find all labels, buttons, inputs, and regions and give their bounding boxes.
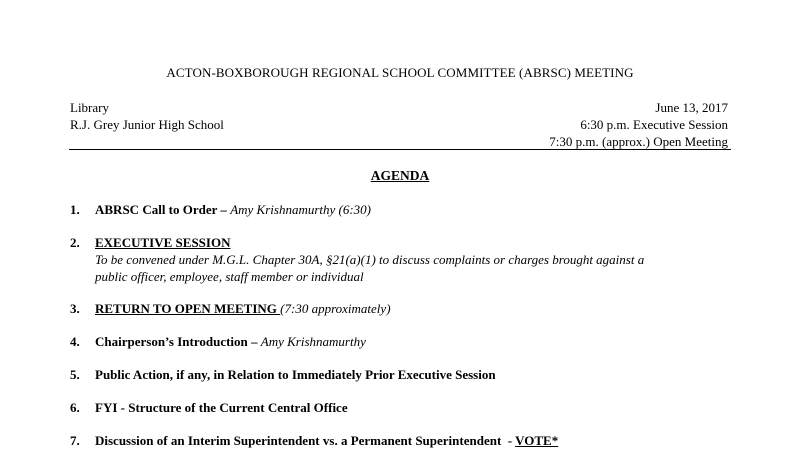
item-number: 4. <box>70 334 80 349</box>
item-detail-line1: To be convened under M.G.L. Chapter 30A, §21(a)(1) to discuss complaints or charges brought against a <box>95 252 645 267</box>
agenda-heading: AGENDA <box>370 168 430 183</box>
item-number: 3. <box>70 301 80 316</box>
item-title: ABRSC Call to Order – <box>95 202 231 217</box>
item-body <box>95 201 735 218</box>
item-note: Amy Krishnamurthy (6:30) <box>230 202 372 217</box>
item-title: Discussion of an Interim Superintendent vs. a Permanent Superintendent - <box>95 433 516 448</box>
item-number: 5. <box>70 367 80 382</box>
open-meeting-time: 7:30 p.m. (approx.) Open Meeting <box>549 134 728 149</box>
item-title: EXECUTIVE SESSION <box>95 235 231 250</box>
item-title: Public Action, if any, in Relation to Immediately Prior Executive Session <box>95 367 496 382</box>
item-title: FYI - Structure of the Current Central Office <box>95 400 348 415</box>
item-body <box>95 399 735 416</box>
item-detail-line2: public officer, employee, staff member or individual <box>95 269 364 284</box>
item-body <box>95 432 735 449</box>
item-number: 7. <box>70 433 80 448</box>
item-body <box>95 366 735 383</box>
item-number: 1. <box>70 202 80 217</box>
meeting-date: June 13, 2017 <box>655 100 728 115</box>
header-divider <box>69 149 731 150</box>
item-title: RETURN TO OPEN MEETING <box>95 301 281 316</box>
location-building: R.J. Grey Junior High School <box>70 117 224 132</box>
item-body <box>95 300 735 317</box>
item-note: Amy Krishnamurthy <box>260 334 366 349</box>
item-number: 6. <box>70 400 80 415</box>
location-room: Library <box>70 100 109 115</box>
meeting-schedule <box>549 99 728 150</box>
item-title: Chairperson’s Introduction – <box>95 334 261 349</box>
executive-session-time: 6:30 p.m. Executive Session <box>580 117 728 132</box>
item-body <box>95 234 735 285</box>
vote-marker: VOTE* <box>515 433 559 448</box>
item-body <box>95 333 735 350</box>
document-title: ACTON-BOXBOROUGH REGIONAL SCHOOL COMMITTEE (ABRSC) MEETING <box>166 65 634 80</box>
item-number: 2. <box>70 235 80 250</box>
item-note: (7:30 approximately) <box>280 301 391 316</box>
meeting-location <box>70 99 224 133</box>
